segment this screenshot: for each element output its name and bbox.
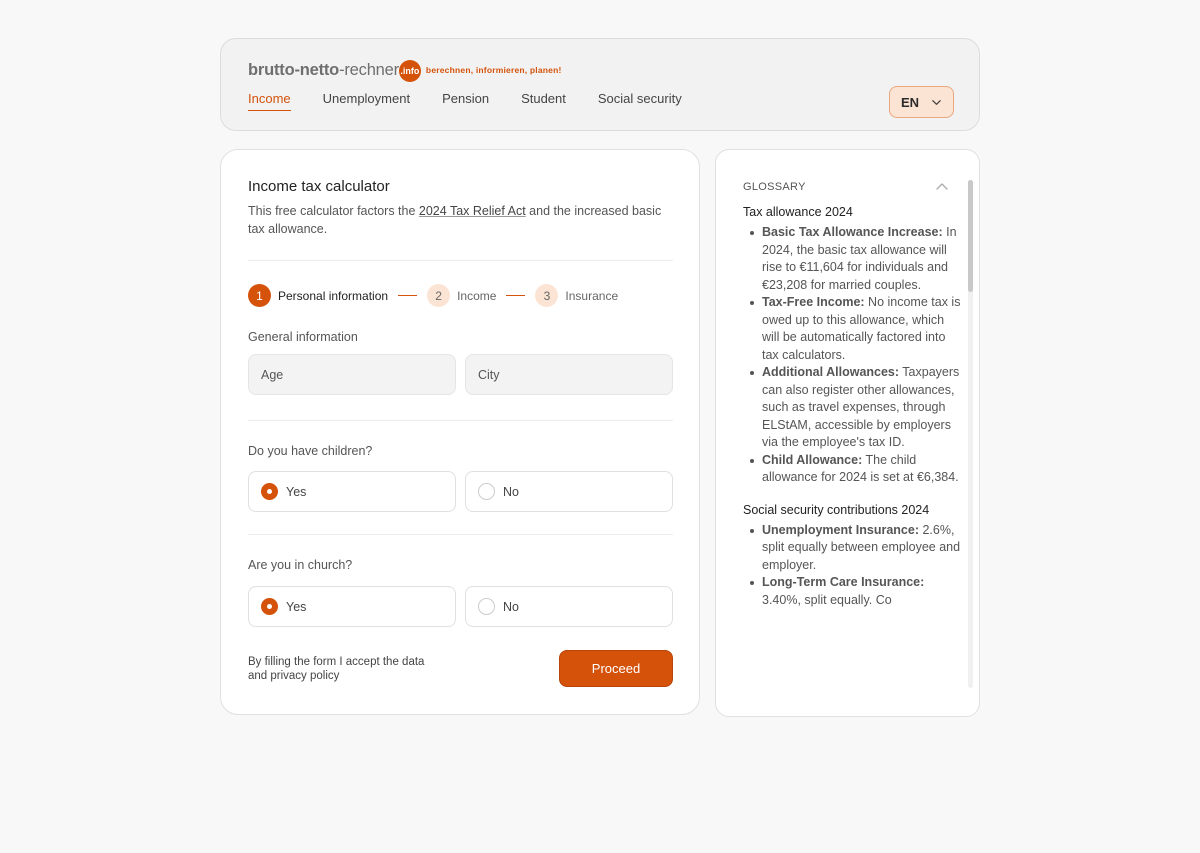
church-question: Are you in church? <box>248 558 353 572</box>
glossary-definition: 3.40%, split equally. Co <box>762 592 892 607</box>
glossary-definition: In 2024, the basic tax allowance will rise to €11,604 for individuals and €23,208 for married couples. <box>762 225 957 292</box>
glossary-item <box>743 574 963 609</box>
children-no-option[interactable] <box>465 471 673 512</box>
glossary-list <box>743 224 963 487</box>
step-3-label: Insurance <box>565 288 619 303</box>
step-connector <box>506 295 525 297</box>
city-input[interactable] <box>465 354 673 395</box>
nav-pension[interactable]: Pension <box>442 91 490 106</box>
income-tax-form-card <box>220 149 700 715</box>
step-connector <box>398 295 417 297</box>
logo-brand-suffix: -rechner <box>339 60 399 79</box>
chevron-up-icon[interactable] <box>935 181 949 191</box>
glossary-item <box>743 452 963 487</box>
main-nav <box>248 91 714 111</box>
glossary-list <box>743 522 963 610</box>
nav-social-security[interactable]: Social security <box>597 91 682 106</box>
chevron-down-icon <box>931 97 942 108</box>
divider <box>248 534 673 535</box>
glossary-section <box>743 503 963 610</box>
form-stepper <box>248 284 618 307</box>
step-2-label: Income <box>457 288 497 303</box>
glossary-term: Basic Tax Allowance Increase: <box>762 225 943 239</box>
divider <box>248 260 673 261</box>
glossary-term: Child Allowance: <box>762 452 863 467</box>
privacy-consent-text: By filling the form I accept the data and privacy policy <box>248 656 425 682</box>
description-text-end: and the increased basic tax allowance. <box>248 204 662 236</box>
form-title: Income tax calculator <box>248 178 390 195</box>
nav-unemployment[interactable]: Unemployment <box>322 91 411 106</box>
site-logo[interactable] <box>248 59 562 81</box>
site-header <box>220 38 980 131</box>
logo-info-badge: .info <box>399 60 421 82</box>
glossary-content[interactable] <box>743 205 963 687</box>
children-yes-label: Yes <box>286 484 307 499</box>
glossary-term: Unemployment Insurance: <box>762 522 919 537</box>
step-1-label: Personal information <box>278 288 389 303</box>
church-yes-option[interactable] <box>248 586 456 627</box>
nav-student[interactable]: Student <box>521 91 566 106</box>
glossary-scrollbar[interactable] <box>968 180 973 688</box>
church-no-label: No <box>503 599 519 614</box>
step-2-circle[interactable]: 2 <box>427 284 450 307</box>
glossary-section-title: Social security contributions 2024 <box>743 502 930 517</box>
glossary-section <box>743 205 963 487</box>
logo-tagline: berechnen, informieren, planen! <box>425 65 562 75</box>
scrollbar-thumb[interactable] <box>968 180 973 292</box>
general-info-label: General information <box>248 330 358 344</box>
step-1-circle[interactable]: 1 <box>248 284 271 307</box>
glossary-term: Additional Allowances: <box>762 365 900 379</box>
church-no-option[interactable] <box>465 586 673 627</box>
age-input[interactable] <box>248 354 456 395</box>
language-code: EN <box>900 94 920 110</box>
glossary-panel <box>715 149 980 717</box>
glossary-term: Long-Term Care Insurance: <box>762 575 925 589</box>
children-no-label: No <box>503 484 519 499</box>
description-text: This free calculator factors the <box>248 204 419 218</box>
proceed-button[interactable]: Proceed <box>559 650 673 687</box>
glossary-item <box>743 364 963 452</box>
radio-checked[interactable] <box>261 598 278 615</box>
glossary-item <box>743 294 963 364</box>
glossary-title: GLOSSARY <box>743 181 806 193</box>
glossary-definition: Taxpayers can also register other allowances, such as travel expenses, through ELStAM, accessible by employers via the employee's tax ID. <box>762 365 960 449</box>
children-yes-option[interactable] <box>248 471 456 512</box>
radio-unchecked[interactable] <box>478 598 495 615</box>
language-selector[interactable] <box>889 86 954 118</box>
nav-income[interactable]: Income <box>248 91 291 111</box>
form-description <box>248 203 678 238</box>
glossary-item <box>743 522 963 575</box>
glossary-definition: 2.6%, split equally between employee and employer. <box>762 522 961 572</box>
glossary-definition: The child allowance for 2024 is set at €6,384. <box>762 452 959 484</box>
radio-checked[interactable] <box>261 483 278 500</box>
radio-unchecked[interactable] <box>478 483 495 500</box>
glossary-section-title: Tax allowance 2024 <box>743 205 853 219</box>
step-3-circle[interactable]: 3 <box>535 284 558 307</box>
divider <box>248 420 673 421</box>
logo-brand: brutto-netto <box>248 60 340 79</box>
glossary-definition: No income tax is owed up to this allowance, which will be automatically factored into tax calculators. <box>762 295 961 362</box>
church-yes-label: Yes <box>286 599 307 614</box>
glossary-term: Tax-Free Income: <box>762 295 865 309</box>
glossary-item <box>743 224 963 294</box>
children-question: Do you have children? <box>248 444 373 458</box>
tax-relief-act-link[interactable]: 2024 Tax Relief Act <box>418 204 526 218</box>
